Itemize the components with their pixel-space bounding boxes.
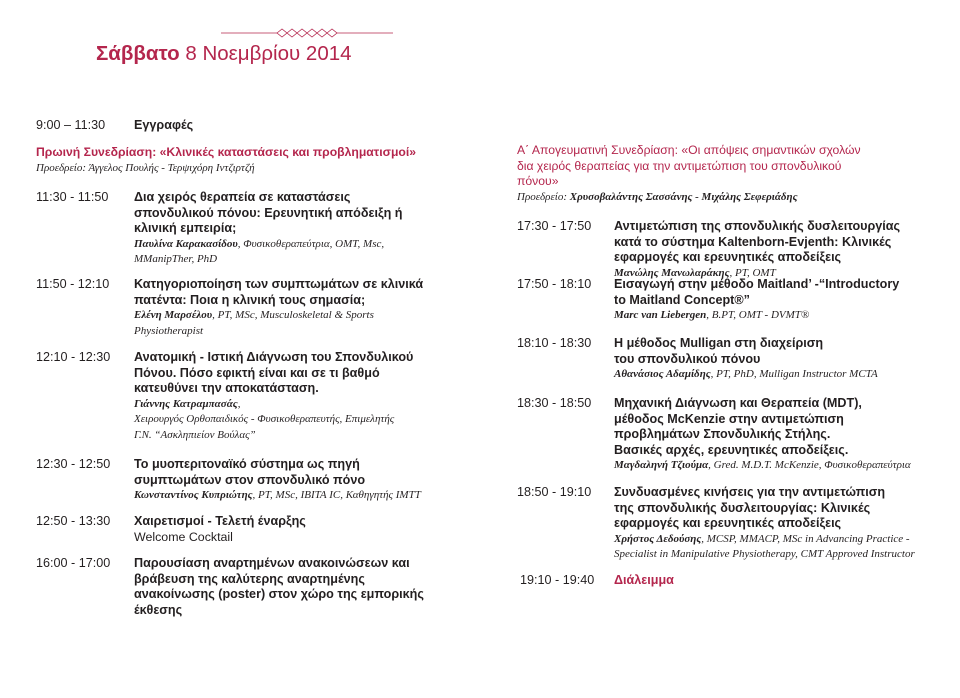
afternoon-session-title: πόνου» xyxy=(517,174,559,189)
talk-title-line: εφαρμογές και ερευνητικές αποδείξεις xyxy=(614,250,842,265)
speaker-credentials: Χειρουργός Ορθοπαιδικός - Φυσικοθεραπευτής, Επιμελητής xyxy=(134,413,395,426)
talk-entry xyxy=(614,277,899,324)
talk-entry xyxy=(614,219,900,281)
registration-title: Εγγραφές xyxy=(134,118,194,132)
poster-title-line: ανακοίνωσης (poster) στον χώρο της εμπορικής xyxy=(134,587,424,602)
speaker-credentials: , Φυσικοθεραπεύτρια, OMT, Msc, xyxy=(237,237,385,250)
page-date xyxy=(96,42,352,66)
talk-title-line: Βασικές αρχές, ερευνητικές αποδείξεις. xyxy=(614,442,849,457)
registration-time: 9:00 – 11:30 xyxy=(36,118,106,132)
talk-title-line: Δια χειρός θεραπεία σε καταστάσεις xyxy=(134,190,351,204)
afternoon-session-title: Α΄ Απογευματινή Συνεδρίαση: «Οι απόψεις σημαντικών σχολών xyxy=(517,143,861,157)
talk-entry xyxy=(134,457,421,504)
date-day: Σάββατο xyxy=(96,42,180,65)
talk-title-line: εφαρμογές και ερευνητικές αποδείξεις xyxy=(614,516,842,531)
talk-title-line: Μηχανική Διάγνωση και Θεραπεία (MDT), xyxy=(614,396,862,410)
speaker-name: Παυλίνα Καρακασίδου xyxy=(134,237,238,250)
talk-title-line: σπονδυλικού πόνου: Ερευνητική απόδειξη ή xyxy=(134,205,403,220)
talk-time: 17:50 - 18:10 xyxy=(517,277,592,291)
greeting-time: 12:50 - 13:30 xyxy=(36,514,111,528)
chairs-label: Προεδρείο: xyxy=(517,190,570,203)
talk-title-line: προβλημάτων Σπονδυλικής Στήλης. xyxy=(614,427,831,442)
ornament-divider xyxy=(221,28,393,38)
speaker-credentials: , PT, MSc, Musculoskeletal & Sports xyxy=(212,309,374,322)
speaker-name: Γιάννης Κατραμπασάς xyxy=(134,397,238,410)
speaker-credentials: Physiotherapist xyxy=(134,324,204,337)
talk-time: 18:50 - 19:10 xyxy=(517,485,592,499)
speaker-name: Ελένη Μαρσέλου xyxy=(134,309,213,322)
talk-title-line: Το μυοπεριτοναϊκό σύστημα ως πηγή xyxy=(134,457,360,471)
speaker-credentials: , xyxy=(237,397,241,410)
speaker-name: Μανώλης Μανωλαράκης xyxy=(614,266,730,279)
speaker-credentials: , PT, OMT xyxy=(729,266,776,279)
talk-title-line: της σπονδυλικής δυσλειτουργίας: Κλινικές xyxy=(614,500,871,515)
poster-title-line: Παρουσίαση αναρτημένων ανακοινώσεων και xyxy=(134,556,410,570)
talk-time: 17:30 - 17:50 xyxy=(517,219,592,233)
speaker-credentials: Specialist in Manipulative Physiotherapy, CMT Approved Instructor xyxy=(614,548,915,561)
talk-entry xyxy=(614,336,878,383)
speaker-credentials: Γ.Ν. “Ασκληπιείον Βούλας” xyxy=(134,428,256,441)
speaker-name: Μαγδαληνή Τζιούμα xyxy=(614,459,709,472)
poster-time: 16:00 - 17:00 xyxy=(36,556,111,570)
talk-time: 11:30 - 11:50 xyxy=(36,190,109,204)
speaker-credentials: , PT, PhD, Mulligan Instructor MCTA xyxy=(710,368,878,381)
talk-title-line: κλινική εμπειρία; xyxy=(134,221,237,236)
talk-title-line: Κατηγοριοποίηση των συμπτωμάτων σε κλινικά xyxy=(134,277,424,291)
date-text: 8 Νοεμβρίου 2014 xyxy=(185,42,352,65)
talk-title-line: Αντιμετώπιση της σπονδυλικής δυσλειτουργίας xyxy=(614,219,901,233)
afternoon-session-chairs: Χρυσοβαλάντης Σασσάνης - Μιχάλης Σεφεριάδης xyxy=(569,190,798,203)
speaker-name: Αθανάσιος Αδαμίδης xyxy=(614,368,711,381)
speaker-name: Κωνσταντίνος Κυπριώτης xyxy=(134,489,253,502)
talk-title-line: Πόνου. Πόσο εφικτή είναι και σε τι βαθμό xyxy=(134,365,380,380)
talk-title-line: κατευθύνει την αποκατάσταση. xyxy=(134,381,319,396)
talk-title-line: μέθοδος McKenzie στην αντιμετώπιση xyxy=(614,411,844,426)
talk-entry xyxy=(134,190,402,268)
poster-title-line: έκθεσης xyxy=(134,602,183,617)
talk-title-line: συμπτωμάτων στον σπονδυλικό πόνο xyxy=(134,472,366,487)
talk-title-line: Ανατομική - Ιστική Διάγνωση του Σπονδυλικού xyxy=(134,350,414,364)
speaker-credentials: , Gred. M.D.T. McKenzie, Φυσικοθεραπεύτρια xyxy=(708,459,911,472)
talk-time: 12:10 - 12:30 xyxy=(36,350,111,364)
afternoon-session-title: δια χειρός θεραπείας για την αντιμετώπιση του σπονδυλικού xyxy=(517,158,842,173)
speaker-credentials: , PT, MSc, IBITA IC, Καθηγητής IMTT xyxy=(252,489,421,502)
break-title: Διάλειμμα xyxy=(614,573,674,587)
talk-entry xyxy=(614,485,915,563)
speaker-credentials: MManipTher, PhD xyxy=(134,253,218,266)
talk-time: 12:30 - 12:50 xyxy=(36,457,111,471)
speaker-credentials: , B.PT, OMT - DVMT® xyxy=(706,309,810,322)
talk-title-line: του σπονδυλικού πόνου xyxy=(614,351,761,366)
speaker-credentials: , MCSP, MMACP, MSc in Advancing Practice - xyxy=(701,532,910,545)
talk-entry xyxy=(134,277,423,339)
break-time: 19:10 - 19:40 xyxy=(520,573,595,587)
talk-entry xyxy=(134,350,413,444)
talk-time: 18:30 - 18:50 xyxy=(517,396,592,410)
poster-entry xyxy=(134,556,424,618)
afternoon-session-header xyxy=(517,143,861,205)
talk-title-line: Συνδυασμένες κινήσεις για την αντιμετώπιση xyxy=(614,485,886,499)
greeting-subtitle: Welcome Cocktail xyxy=(134,529,233,544)
talk-entry xyxy=(614,396,911,474)
speaker-name: Marc van Liebergen xyxy=(614,309,707,322)
talk-time: 18:10 - 18:30 xyxy=(517,336,592,350)
greeting-entry xyxy=(134,514,306,545)
talk-title-line: Η μέθοδος Mulligan στη διαχείριση xyxy=(614,336,824,350)
talk-title-line: πατέντα: Ποια η κλινική τους σημασία; xyxy=(134,292,366,307)
morning-session-chairs: Προεδρείο: Άγγελος Πουλής - Τερψιχόρη Ιντζιρτζή xyxy=(36,161,255,174)
talk-title-line: κατά το σύστημα Kaltenborn-Evjenth: Κλινικές xyxy=(614,234,892,249)
morning-session-header xyxy=(36,145,416,176)
talk-title-line: to Maitland Concept®” xyxy=(614,292,750,307)
speaker-name: Χρήστος Δεδούσης xyxy=(614,532,702,545)
poster-title-line: βράβευση της καλύτερης αναρτημένης xyxy=(134,571,365,586)
talk-title-line: Εισαγωγή στην μέθοδο Maitland’ -“Introductory xyxy=(614,277,900,291)
greeting-title: Χαιρετισμοί - Τελετή έναρξης xyxy=(134,514,306,528)
morning-session-title: Πρωινή Συνεδρίαση: «Κλινικές καταστάσεις και προβληματισμοί» xyxy=(36,145,417,159)
talk-time: 11:50 - 12:10 xyxy=(36,277,110,291)
